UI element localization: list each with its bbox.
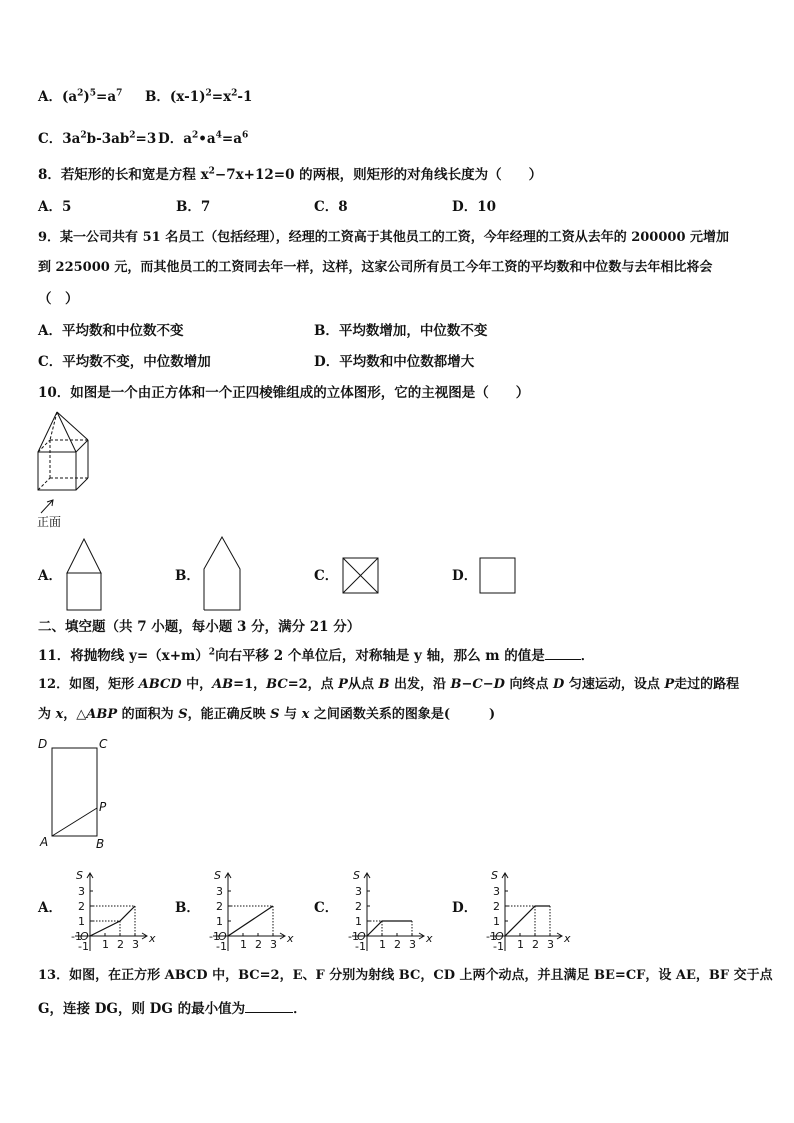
label-d: D	[38, 737, 48, 751]
x-tick-label: 3	[132, 938, 139, 951]
q10-option-c-figure	[341, 556, 381, 596]
x-tick-label: 1	[102, 938, 109, 951]
q10-option-b: B．	[175, 568, 200, 584]
q8-stem: 8．若矩形的长和宽是方程 $x^2-7x+12=0$ 的两根，则矩形的对角线长度为（ ）	[38, 166, 543, 183]
q12-option-b-graph	[198, 856, 298, 956]
y-tick-label: 3	[216, 885, 223, 898]
y-tick-label: 3	[355, 885, 362, 898]
x-tick-label: 2	[532, 938, 539, 951]
y-tick-label: 1	[355, 915, 362, 928]
y-tick-label: -1	[493, 940, 504, 953]
q12-option-a: A．	[38, 900, 62, 916]
x-tick-label: -1	[209, 930, 220, 943]
origin-label: O	[357, 930, 366, 943]
pyramid-edge	[38, 412, 57, 452]
q8-option-a: A．5	[38, 199, 72, 215]
y-axis-label: S	[491, 869, 498, 882]
q13-stem-line2: G，连接 DG，则 DG 的最小值为 ．	[38, 998, 307, 1018]
q10-option-d-figure	[478, 556, 518, 596]
label-p: P	[99, 800, 107, 814]
x-tick-label: -1	[348, 930, 359, 943]
y-tick-label: 1	[493, 915, 500, 928]
label-b: B	[96, 837, 105, 850]
q10-option-c: C．	[314, 568, 339, 584]
x-axis-label: x	[564, 932, 571, 945]
q7-option-b: B．$(x-1)^2=x^2-1$	[145, 88, 253, 105]
q12-option-d-graph	[475, 856, 575, 956]
q12-option-a-graph	[60, 856, 160, 956]
q13-answer-blank[interactable]	[245, 998, 293, 1013]
x-tick-label: -1	[486, 930, 497, 943]
x-axis-label: x	[426, 932, 433, 945]
y-tick-label: 3	[78, 885, 85, 898]
y-tick-label: -1	[216, 940, 227, 953]
label-c: C	[99, 737, 108, 751]
function-curve	[228, 906, 273, 936]
q8-option-b: B．7	[176, 199, 211, 215]
q12-option-c: C．	[314, 900, 339, 916]
q9-stem-line1: 9．某一公司共有 51 名员工（包括经理），经理的工资高于其他员工的工资，今年经理的工资从去年的 200000 元增加	[38, 230, 730, 245]
y-tick-label: 2	[355, 900, 362, 913]
label-a: A	[40, 835, 49, 849]
x-tick-label: 2	[117, 938, 124, 951]
q11-answer-blank[interactable]	[545, 645, 581, 660]
x-tick-label: 1	[379, 938, 386, 951]
function-curve	[505, 906, 550, 936]
q7-option-a: A．$(a^2)^5=a^7$	[38, 88, 123, 105]
segment-ap	[52, 808, 97, 836]
q10-option-d: D．	[452, 568, 478, 584]
q12-stem-line1: 12．如图，矩形 ABCD 中，AB=1，BC=2，点 P从点 B 出发，沿 B−C−D 向终点 D 匀速运动，设点 P走过的路程	[38, 677, 740, 692]
q10-stem: 10．如图是一个由正方体和一个正四棱锥组成的立体图形，它的主视图是（ ）	[38, 385, 530, 401]
q8-option-d: D．10	[452, 199, 496, 215]
function-curve	[367, 921, 412, 936]
q10-option-b-figure	[201, 536, 243, 612]
q7-option-d: D．$a^2•a^4=a^6$	[158, 130, 249, 147]
x-tick-label: 3	[409, 938, 416, 951]
q12-rectangle-figure	[36, 736, 116, 850]
q9-option-b: B．平均数增加，中位数不变	[314, 323, 488, 339]
x-tick-label: 3	[270, 938, 277, 951]
y-axis-label: S	[76, 869, 83, 882]
q7-option-c: C．$3a^2b-3ab^2=3$	[38, 130, 157, 147]
q9-option-c: C．平均数不变，中位数增加	[38, 354, 211, 370]
cube-front-face	[38, 452, 76, 490]
x-tick-label: 1	[517, 938, 524, 951]
q9-stem-line2: 到 225000 元，而其他员工的工资同去年一样，这样，这家公司所有员工今年工资的平均数和中位数与去年相比将会	[38, 260, 713, 275]
y-tick-label: 1	[216, 915, 223, 928]
y-tick-label: 2	[216, 900, 223, 913]
q10-option-a-figure	[64, 538, 104, 612]
q13-stem-line1: 13．如图，在正方形 ABCD 中，BC=2，E、F 分别为射线 BC，CD 上两个动点，并且满足 BE=CF，设 AE，BF 交于点	[38, 968, 773, 983]
y-axis-label: S	[214, 869, 221, 882]
x-tick-label: 1	[240, 938, 247, 951]
x-axis-label: x	[287, 932, 294, 945]
q12-option-b: B．	[175, 900, 200, 916]
q10-option-a: A．	[38, 568, 62, 584]
y-tick-label: -1	[355, 940, 366, 953]
q12-option-c-graph	[337, 856, 437, 956]
q9-option-d: D．平均数和中位数都增大	[314, 354, 475, 370]
section2-title: 二、填空题（共 7 小题，每小题 3 分，满分 21 分）	[38, 619, 361, 635]
x-axis-label: x	[149, 932, 156, 945]
q9-option-a: A．平均数和中位数不变	[38, 323, 184, 339]
y-axis-label: S	[353, 869, 360, 882]
origin-label: O	[495, 930, 504, 943]
x-tick-label: 3	[547, 938, 554, 951]
q12-option-d: D．	[452, 900, 478, 916]
q10-solid-figure	[33, 410, 93, 530]
y-tick-label: 2	[493, 900, 500, 913]
x-tick-label: 2	[394, 938, 401, 951]
q9-stem-line3: （ ）	[38, 291, 79, 307]
origin-label: O	[80, 930, 89, 943]
origin-label: O	[218, 930, 227, 943]
y-tick-label: 1	[78, 915, 85, 928]
front-label: 正面	[37, 515, 62, 529]
x-tick-label: -1	[71, 930, 82, 943]
q8-option-c: C．8	[314, 199, 348, 215]
x-tick-label: 2	[255, 938, 262, 951]
q11-stem: 11．将抛物线 $y=(x+m)^2$向右平移 2 个单位后，对称轴是 y 轴，那么 m 的值是 ．	[38, 645, 594, 665]
y-tick-label: -1	[78, 940, 89, 953]
y-tick-label: 2	[78, 900, 85, 913]
q12-stem-line2: 为 x，△ABP 的面积为 S，能正确反映 S 与 x 之间函数关系的图象是( )	[38, 707, 496, 722]
y-tick-label: 3	[493, 885, 500, 898]
